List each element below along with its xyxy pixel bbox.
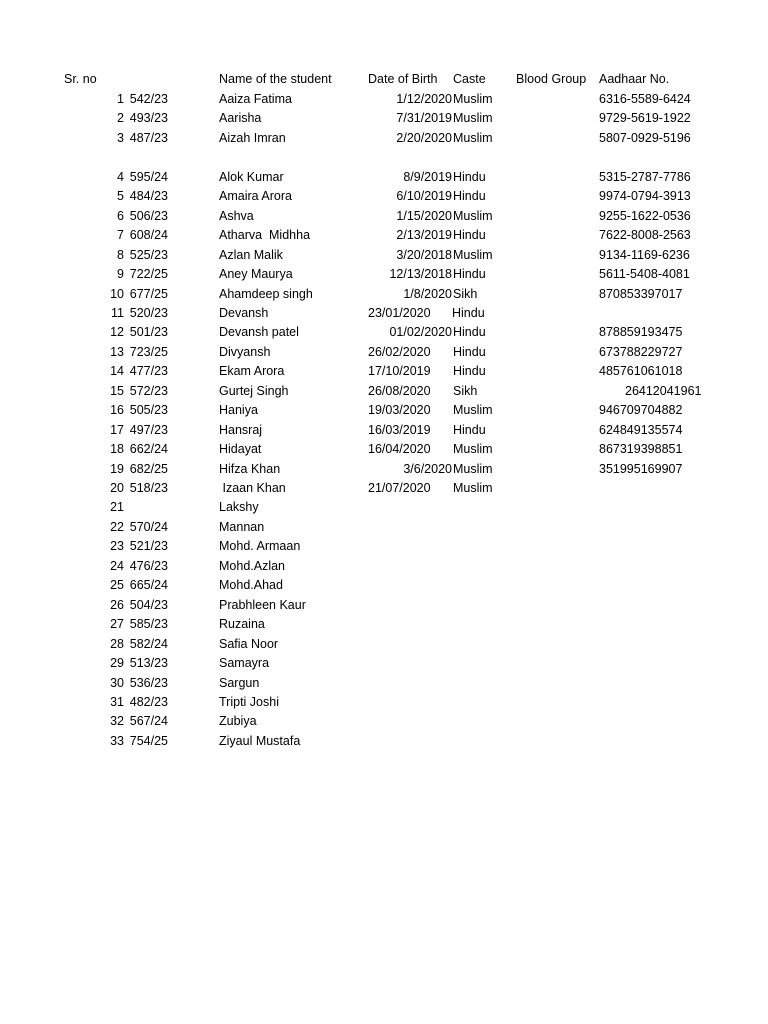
dob-cell: 6/10/2019 xyxy=(396,189,452,203)
student-name-cell: Izaan Khan xyxy=(219,481,286,495)
caste-cell: Muslim xyxy=(453,403,493,417)
student-name-cell: Mohd.Azlan xyxy=(219,559,286,573)
caste-cell: Muslim xyxy=(453,248,493,262)
student-name-cell: Hidayat xyxy=(219,442,262,456)
sr-no-cell: 24 xyxy=(110,559,124,573)
admission-no-cell: 504/23 xyxy=(129,598,168,612)
student-name-cell: Ashva xyxy=(219,209,254,223)
student-name-cell: Divyansh xyxy=(219,345,271,359)
student-name-cell: Mohd. Armaan xyxy=(219,539,301,553)
caste-cell: Hindu xyxy=(453,345,486,359)
admission-no-cell: 536/23 xyxy=(129,676,168,690)
sr-no-cell: 18 xyxy=(110,442,124,456)
student-name-cell: Lakshy xyxy=(219,500,259,514)
caste-cell: Muslim xyxy=(453,92,493,106)
sr-no-cell: 2 xyxy=(117,111,124,125)
admission-no-cell: 525/23 xyxy=(129,248,168,262)
sr-no-cell: 6 xyxy=(117,209,124,223)
admission-no-cell: 484/23 xyxy=(129,189,168,203)
sr-no-cell: 23 xyxy=(110,539,124,553)
sr-no-cell: 20 xyxy=(110,481,124,495)
aadhaar-cell: 6316-5589-6424 xyxy=(599,92,691,106)
admission-no-cell: 595/24 xyxy=(129,170,168,184)
student-name-cell: Aizah Imran xyxy=(219,131,286,145)
student-name-cell: Atharva Midhha xyxy=(219,228,311,242)
student-name-cell: Prabhleen Kaur xyxy=(219,598,306,612)
student-name-cell: Haniya xyxy=(219,403,258,417)
sr-no-cell: 17 xyxy=(110,423,124,437)
sr-no-cell: 30 xyxy=(110,676,124,690)
sr-no-cell: 11 xyxy=(111,306,124,320)
admission-no-cell: 476/23 xyxy=(129,559,168,573)
admission-no-cell: 482/23 xyxy=(129,695,168,709)
sr-no-cell: 4 xyxy=(117,170,124,184)
dob-cell: 1/12/2020 xyxy=(396,92,452,106)
dob-cell: 12/13/2018 xyxy=(389,267,452,281)
admission-no-cell: 662/24 xyxy=(129,442,168,456)
aadhaar-cell: 5315-2787-7786 xyxy=(599,170,691,184)
dob-cell: 7/31/2019 xyxy=(396,111,452,125)
student-name-cell: Alok Kumar xyxy=(219,170,284,184)
header-name: Name of the student xyxy=(219,72,332,86)
dob-cell: 23/01/2020 xyxy=(368,306,431,320)
dob-cell: 16/03/2019 xyxy=(368,423,431,437)
dob-cell: 2/20/2020 xyxy=(396,131,452,145)
caste-cell: Muslim xyxy=(453,442,493,456)
student-name-cell: Mohd.Ahad xyxy=(219,578,283,592)
caste-cell: Muslim xyxy=(453,481,493,495)
aadhaar-cell: 673788229727 xyxy=(599,345,683,359)
sr-no-cell: 25 xyxy=(110,578,124,592)
admission-no-cell: 477/23 xyxy=(129,364,168,378)
admission-no-cell: 513/23 xyxy=(129,656,168,670)
admission-no-cell: 493/23 xyxy=(129,111,168,125)
dob-cell: 21/07/2020 xyxy=(368,481,431,495)
admission-no-cell: 677/25 xyxy=(129,287,168,301)
aadhaar-cell: 9134-1169-6236 xyxy=(599,248,690,262)
admission-no-cell: 567/24 xyxy=(129,714,168,728)
sr-no-cell: 28 xyxy=(110,637,124,651)
caste-cell: Hindu xyxy=(453,423,486,437)
sr-no-cell: 9 xyxy=(117,267,124,281)
aadhaar-cell: 5807-0929-5196 xyxy=(599,131,691,145)
aadhaar-cell: 624849135574 xyxy=(599,423,683,437)
dob-cell: 17/10/2019 xyxy=(368,364,431,378)
sr-no-cell: 19 xyxy=(110,462,124,476)
aadhaar-cell: 946709704882 xyxy=(599,403,683,417)
student-name-cell: Ruzaina xyxy=(219,617,265,631)
student-name-cell: Devansh xyxy=(219,306,269,320)
admission-no-cell: 582/24 xyxy=(129,637,168,651)
sr-no-cell: 31 xyxy=(110,695,124,709)
student-name-cell: Ahamdeep singh xyxy=(219,287,313,301)
aadhaar-cell: 7622-8008-2563 xyxy=(599,228,691,242)
admission-no-cell: 722/25 xyxy=(129,267,168,281)
aadhaar-cell: 9974-0794-3913 xyxy=(599,189,691,203)
student-name-cell: Mannan xyxy=(219,520,265,534)
sr-no-cell: 15 xyxy=(110,384,124,398)
dob-cell: 26/02/2020 xyxy=(368,345,431,359)
student-name-cell: Hansraj xyxy=(219,423,263,437)
student-name-cell: Aaiza Fatima xyxy=(219,92,292,106)
caste-cell: Sikh xyxy=(453,384,478,398)
sr-no-cell: 16 xyxy=(110,403,124,417)
sr-no-cell: 14 xyxy=(110,364,124,378)
student-name-cell: Safia Noor xyxy=(219,637,279,651)
aadhaar-cell: 351995169907 xyxy=(599,462,683,476)
sr-no-cell: 32 xyxy=(110,714,124,728)
dob-cell: 01/02/2020 xyxy=(389,325,452,339)
caste-cell: Hindu xyxy=(453,267,486,281)
aadhaar-cell: 485761061018 xyxy=(599,364,683,378)
sr-no-cell: 8 xyxy=(117,248,124,262)
caste-cell: Muslim xyxy=(453,111,493,125)
student-name-cell: Azlan Malik xyxy=(219,248,283,262)
student-name-cell: Zubiya xyxy=(219,714,257,728)
header-aadhaar: Aadhaar No. xyxy=(599,72,670,86)
dob-cell: 3/20/2018 xyxy=(396,248,452,262)
aadhaar-cell: 878859193475 xyxy=(599,325,683,339)
admission-no-cell: 585/23 xyxy=(129,617,168,631)
dob-cell: 1/8/2020 xyxy=(403,287,452,301)
admission-no-cell: 542/23 xyxy=(129,92,168,106)
admission-no-cell: 754/25 xyxy=(129,734,168,748)
admission-no-cell: 723/25 xyxy=(129,345,168,359)
student-name-cell: Amaira Arora xyxy=(219,189,292,203)
header-blood-group: Blood Group xyxy=(516,72,587,86)
sr-no-cell: 3 xyxy=(117,131,124,145)
caste-cell: Sikh xyxy=(453,287,478,301)
aadhaar-cell: 9255-1622-0536 xyxy=(599,209,691,223)
aadhaar-cell: 867319398851 xyxy=(599,442,683,456)
dob-cell: 8/9/2019 xyxy=(403,170,452,184)
sr-no-cell: 33 xyxy=(110,734,124,748)
admission-no-cell: 521/23 xyxy=(129,539,168,553)
student-name-cell: Samayra xyxy=(219,656,270,670)
aadhaar-cell: 9729-5619-1922 xyxy=(599,111,691,125)
header-caste: Caste xyxy=(453,72,486,86)
admission-no-cell: 665/24 xyxy=(129,578,168,592)
admission-no-cell: 506/23 xyxy=(129,209,168,223)
student-name-cell: Aarisha xyxy=(219,111,262,125)
admission-no-cell: 501/23 xyxy=(129,325,168,339)
caste-cell: Hindu xyxy=(453,189,486,203)
student-name-cell: Ekam Arora xyxy=(219,364,285,378)
sr-no-cell: 22 xyxy=(110,520,124,534)
dob-cell: 16/04/2020 xyxy=(368,442,431,456)
aadhaar-cell: 26412041961 xyxy=(625,384,702,398)
admission-no-cell: 572/23 xyxy=(129,384,168,398)
sr-no-cell: 29 xyxy=(110,656,124,670)
header-dob: Date of Birth xyxy=(368,72,438,86)
sr-no-cell: 26 xyxy=(110,598,124,612)
caste-cell: Hindu xyxy=(453,364,486,378)
sr-no-cell: 12 xyxy=(110,325,124,339)
dob-cell: 1/15/2020 xyxy=(396,209,452,223)
dob-cell: 3/6/2020 xyxy=(403,462,452,476)
student-name-cell: Aney Maurya xyxy=(219,267,293,281)
student-name-cell: Gurtej Singh xyxy=(219,384,289,398)
dob-cell: 19/03/2020 xyxy=(368,403,431,417)
dob-cell: 2/13/2019 xyxy=(396,228,452,242)
admission-no-cell: 505/23 xyxy=(129,403,168,417)
caste-cell: Muslim xyxy=(453,131,493,145)
student-name-cell: Devansh patel xyxy=(219,325,299,339)
aadhaar-cell: 5611-5408-4081 xyxy=(599,267,690,281)
caste-cell: Hindu xyxy=(453,325,486,339)
sr-no-cell: 10 xyxy=(110,287,124,301)
caste-cell: Hindu xyxy=(452,306,485,320)
sr-no-cell: 27 xyxy=(110,617,124,631)
aadhaar-cell: 870853397017 xyxy=(599,287,683,301)
caste-cell: Hindu xyxy=(453,228,486,242)
sr-no-cell: 5 xyxy=(117,189,124,203)
admission-no-cell: 518/23 xyxy=(129,481,168,495)
caste-cell: Muslim xyxy=(453,209,493,223)
student-name-cell: Tripti Joshi xyxy=(219,695,279,709)
sr-no-cell: 7 xyxy=(117,228,124,242)
student-name-cell: Ziyaul Mustafa xyxy=(219,734,301,748)
admission-no-cell: 497/23 xyxy=(129,423,168,437)
admission-no-cell: 570/24 xyxy=(129,520,168,534)
caste-cell: Hindu xyxy=(453,170,486,184)
admission-no-cell: 520/23 xyxy=(129,306,168,320)
caste-cell: Muslim xyxy=(453,462,493,476)
dob-cell: 26/08/2020 xyxy=(368,384,431,398)
sr-no-cell: 1 xyxy=(117,92,124,106)
admission-no-cell: 487/23 xyxy=(129,131,168,145)
admission-no-cell: 682/25 xyxy=(129,462,168,476)
sr-no-cell: 21 xyxy=(110,500,124,514)
student-name-cell: Sargun xyxy=(219,676,260,690)
sr-no-cell: 13 xyxy=(110,345,124,359)
header-sr-no: Sr. no xyxy=(64,72,97,86)
admission-no-cell: 608/24 xyxy=(129,228,168,242)
student-name-cell: Hifza Khan xyxy=(219,462,281,476)
